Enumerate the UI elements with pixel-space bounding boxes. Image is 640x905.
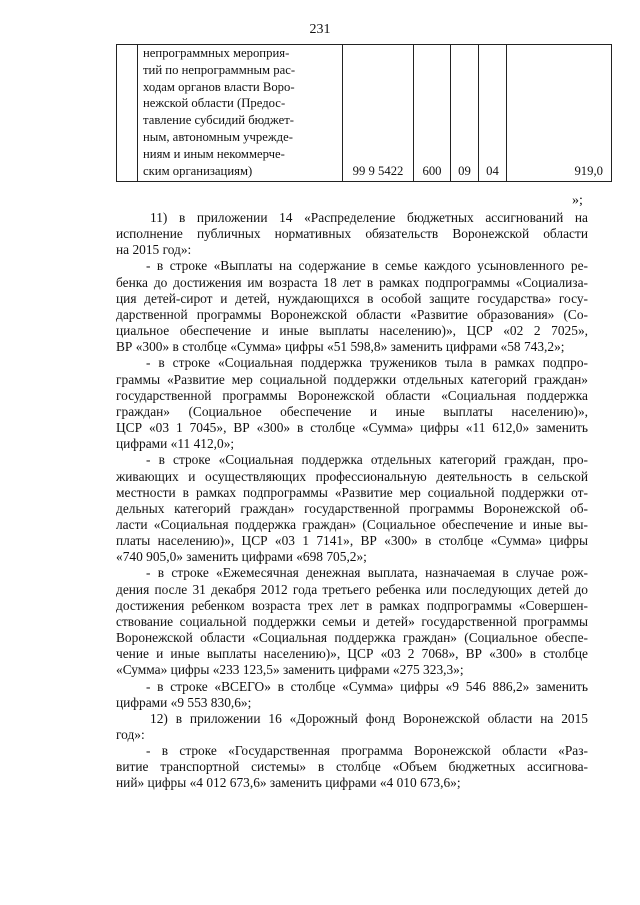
table-row (117, 45, 612, 182)
text-line: граммы «Развитие мер социальной поддержки отдельных категорий граждан» (116, 371, 588, 387)
text-line: «740 905,0» заменить цифрами «698 705,2»; (116, 549, 367, 565)
text-line: цифрами «9 553 830,6»; (116, 694, 252, 710)
text-line: - в строке «Социальная поддержка отдельных категорий граждан, про- (146, 452, 588, 468)
text-line: бенка до достижения им возраста 18 лет в рамках подпрограммы «Социализа- (116, 274, 588, 290)
text-line: исполнение публичных нормативных обязательств Воронежской области (116, 226, 588, 242)
table-cell-vr: 600 (414, 45, 451, 182)
description-line: ходам органов власти Воро- (143, 79, 295, 94)
paragraph (116, 355, 588, 452)
description-line: ниям и иным некоммерче- (143, 146, 285, 161)
closing-quote-mark: »; (572, 193, 583, 208)
paragraph (116, 711, 588, 743)
text-line: - в строке «ВСЕГО» в столбце «Сумма» цифры «9 546 886,2» заменить (146, 678, 588, 694)
text-line: ВР «300» в столбце «Сумма» цифры «51 598,8» заменить цифрами «58 743,2»; (116, 339, 565, 355)
table-cell-csr: 99 9 5422 (343, 45, 414, 182)
description-line: нежской области (Предос- (143, 96, 286, 111)
text-line: государственной программы Воронежской области «Социальная поддержка (116, 387, 588, 403)
text-line: ний» цифры «4 012 673,6» заменить цифрами «4 010 673,6»; (116, 775, 461, 791)
description-line: тавление субсидий бюджет- (143, 113, 294, 128)
text-line: чение и иные выплаты населению)», ЦСР «03 2 7068», ВР «300» в столбце (116, 646, 588, 662)
table-cell-sum: 919,0 (507, 45, 612, 182)
table-cell-pr: 04 (479, 45, 507, 182)
text-line: ствование социальной поддержки семьи и детей» государственной программы (116, 613, 588, 629)
text-line: местности в рамках подпрограммы «Развитие мер социальной поддержки от- (116, 484, 588, 500)
text-line: дельных категорий граждан» государственной программы Воронежской об- (116, 500, 588, 516)
text-line: витие транспортной системы» в столбце «Объем бюджетных ассигнова- (116, 759, 588, 775)
paragraph (116, 258, 588, 355)
text-line: дения после 31 декабря 2012 года третьего ребенка или последующих детей до (116, 581, 588, 597)
text-line: циальное обеспечение и иные выплаты населению)», ЦСР «02 2 7025», (116, 323, 588, 339)
text-line: - в строке «Выплаты на содержание в семье каждого усыновленного ре- (146, 258, 588, 274)
page-number: 231 (309, 22, 331, 37)
text-line: граждан» (Социальное обеспечение и иные выплаты населению)», (116, 403, 588, 419)
text-line: «Сумма» цифры «233 123,5» заменить цифрами «275 323,3»; (116, 662, 464, 678)
text-line: ЦСР «03 1 7045», ВР «300» в столбце «Сумма» цифры «11 612,0» заменить (116, 420, 588, 436)
paragraph (116, 743, 588, 791)
text-line: - в строке «Социальная поддержка тружеников тыла в рамках подпро- (146, 355, 588, 371)
text-line: 12) в приложении 16 «Дорожный фонд Воронежской области на 2015 (150, 710, 588, 726)
budget-table (116, 44, 612, 182)
text-line: - в строке «Ежемесячная денежная выплата, назначаемая в случае рож- (146, 565, 588, 581)
text-line: цифрами «11 412,0»; (116, 436, 235, 452)
text-line: дарственной программы Воронежской области «Развитие образования» (Со- (116, 306, 588, 322)
text-line: достижения ребенком возраста трех лет в рамках подпрограммы «Совершен- (116, 597, 588, 613)
amendment-text (116, 210, 588, 792)
text-line: 11) в приложении 14 «Распределение бюджетных ассигнований на (150, 210, 588, 225)
text-line: платы населению)», ЦСР «03 1 7141», ВР «300» в столбце «Сумма» цифры (116, 533, 588, 549)
description-line: непрограммных мероприя- (143, 46, 290, 60)
description-line: ным, автономным учрежде- (143, 129, 293, 144)
paragraph (116, 452, 588, 565)
text-line: на 2015 год»: (116, 242, 192, 258)
text-line: Воронежской области «Социальная поддержка граждан» (Социальное обеспе- (116, 630, 588, 646)
table-cell-description (138, 45, 343, 182)
paragraph (116, 565, 588, 678)
paragraph (116, 679, 588, 711)
description-line: ским организациям) (143, 163, 253, 178)
text-line: ция детей-сирот и детей, нуждающихся в особой защите государства» госу- (116, 290, 588, 306)
paragraph (116, 210, 588, 258)
description-line: тий по непрограммным рас- (143, 62, 296, 77)
text-line: - в строке «Государственная программа Воронежской области «Раз- (146, 743, 588, 759)
text-line: год»: (116, 727, 145, 742)
table-cell-empty (117, 45, 138, 182)
table-cell-rz: 09 (451, 45, 479, 182)
text-line: живающих и осуществляющих профессиональную деятельность в сельской (116, 468, 588, 484)
text-line: ласти «Социальная поддержка граждан» (Социальное обеспечение и иные вы- (116, 516, 588, 532)
